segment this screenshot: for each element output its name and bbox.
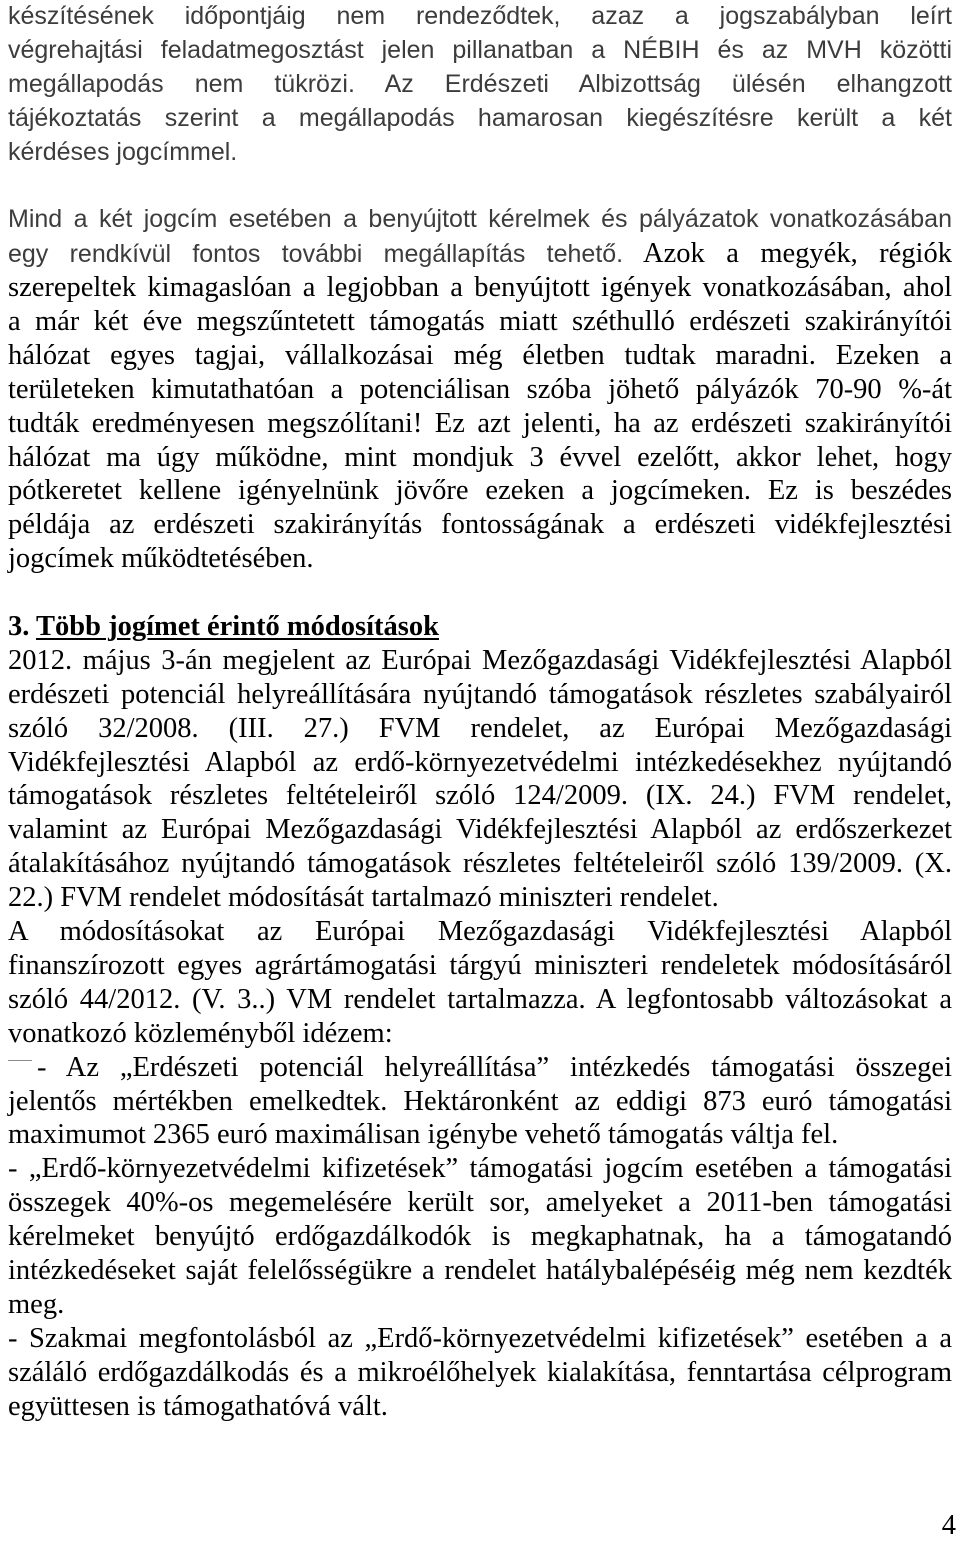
paragraph-spacer [8,169,952,203]
text-line: készítésének időpontjáig nem rendeződtek, azaz a jogszabályban leírt [8,2,952,30]
text-segment: - Az „Erdészeti potenciál helyreállítása” intézkedés támogatási összegei [37,1051,952,1083]
text-line: megállapodás nem tükrözi. Az Erdészeti Albizottság ülésén elhangzott [8,69,952,98]
text-line: vonatkozó közleményből idézem: [8,1017,393,1049]
text-line: jogcímek működtetésében. [8,543,314,575]
text-line: szóló 32/2008. (III. 27.) FVM rendelet, az Európai Mezőgazdasági [8,712,952,744]
section-heading [8,610,952,644]
text-line-mixed [8,237,952,271]
text-segment: egy rendkívül fontos további megállapítás tehető. [8,240,624,269]
section-number: 3. [8,611,30,643]
text-line: jelentős mértékben emelkedtek. Hektáronként az eddigi 873 euró támogatási [8,1085,952,1117]
text-line: a már két éve megszűntetett támogatás miatt széthulló erdészeti szakirányítói [8,306,952,338]
text-line: Vidékfejlesztési Alapból az erdő-környezetvédelmi intézkedésekhez nyújtandó [8,746,952,778]
text-line: együttesen is támogathatóvá vált. [8,1390,388,1422]
text-line: hálózat ma úgy működne, mint mondjuk 3 évvel ezelőtt, akkor lehet, hogy [8,441,952,473]
text-line: összegek 40%-os megemelésére került sor, amelyeket a 2011-ben támogatási [8,1187,952,1219]
document-page [8,0,952,1423]
text-line: valamint az Európai Mezőgazdasági Vidékfejlesztési Alapból az erdőszerkezet [8,814,952,846]
text-line: maximumot 2365 euró maximálisan igénybe vehető támogatás váltja fel. [8,1119,839,1151]
text-line: kérdéses jogcímmel. [8,137,238,166]
text-line: intézkedéseket saját felelősségükre a rendelet hatálybalépéséig még nem kezdték [8,1254,952,1286]
text-line: Mind a két jogcím esetében a benyújtott kérelmek és pályázatok vonatkozásában [8,205,952,234]
text-line: - „Erdő-környezetvédelmi kifizetések” támogatási jogcím esetében a támogatási [8,1153,952,1185]
text-segment: Azok a megyék, régiók [643,238,952,270]
text-line [8,1051,952,1085]
paragraph-continuation [8,0,952,169]
text-line: - Szakmai megfontolásból az „Erdő-környezetvédelmi kifizetések” esetében a a [8,1322,952,1354]
text-line: meg. [8,1288,65,1320]
list-item [8,1152,952,1321]
text-line: kérelmeket benyújtó erdőgazdálkodók is megkaphatnak, ha a támogatandó [8,1221,952,1253]
text-line: támogatások részletes feltételeiről szóló 124/2009. (IX. 24.) FVM rendelet, [8,780,952,812]
text-line: hálózat egyes tagjai, vállalkozásai még életben tudtak maradni. Ezeken a [8,339,952,371]
text-line: finanszírozott egyes agrártámogatási tárgyú miniszteri rendeletek módosításáról [8,949,952,981]
paragraph-decree [8,644,952,915]
list-item [8,1051,952,1153]
text-line: szerepeltek kimagaslóan a legjobban a benyújtott igények vonatkozásában, ahol [8,272,952,304]
text-line: példája az erdészeti szakirányítás fontosságának a erdészeti vidékfejlesztési [8,509,952,541]
text-line: szóló 44/2012. (V. 3..) VM rendelet tartalmazza. A legfontosabb változásokat a [8,983,952,1015]
paragraph-findings [8,203,952,576]
page-number: 4 [941,1510,956,1541]
text-line: A módosításokat az Európai Mezőgazdasági Vidékfejlesztési Alapból [8,916,952,948]
tab-leader-line [8,1060,32,1061]
text-line: erdészeti potenciál helyreállítására nyújtandó támogatások részletes szabályairól [8,678,952,710]
text-line: tájékoztatás szerint a megállapodás hamarosan kiegészítésre került a két [8,103,952,132]
text-line: átalakításához nyújtandó támogatások részletes feltételeiről szóló 139/2009. (X. [8,848,952,880]
text-line: 22.) FVM rendelet módosítását tartalmazó miniszteri rendelet. [8,882,719,914]
text-line: területeken kimutathatóan a potenciálisan szóba jöhető pályázók 70-90 %-át [8,373,952,405]
text-line: száláló erdőgazdálkodás és a mikroélőhelyek kialakítása, fenntartása célprogram [8,1356,952,1388]
paragraph-amendments [8,915,952,1051]
paragraph-spacer [8,576,952,610]
text-line: tudták eredményesen megszólítani! Ez azt jelenti, ha az erdészeti szakirányítói [8,407,952,439]
list-item [8,1322,952,1424]
section-title: Több jogímet érintő módosítások [36,611,439,643]
text-line: 2012. május 3-án megjelent az Európai Mezőgazdasági Vidékfejlesztési Alapból [8,644,952,676]
text-line: pótkeretet kellene igényelnünk jövőre ezeken a jogcímeken. Ez is beszédes [8,475,952,507]
text-line: végrehajtási feladatmegosztást jelen pillanatban a NÉBIH és az MVH közötti [8,35,952,64]
